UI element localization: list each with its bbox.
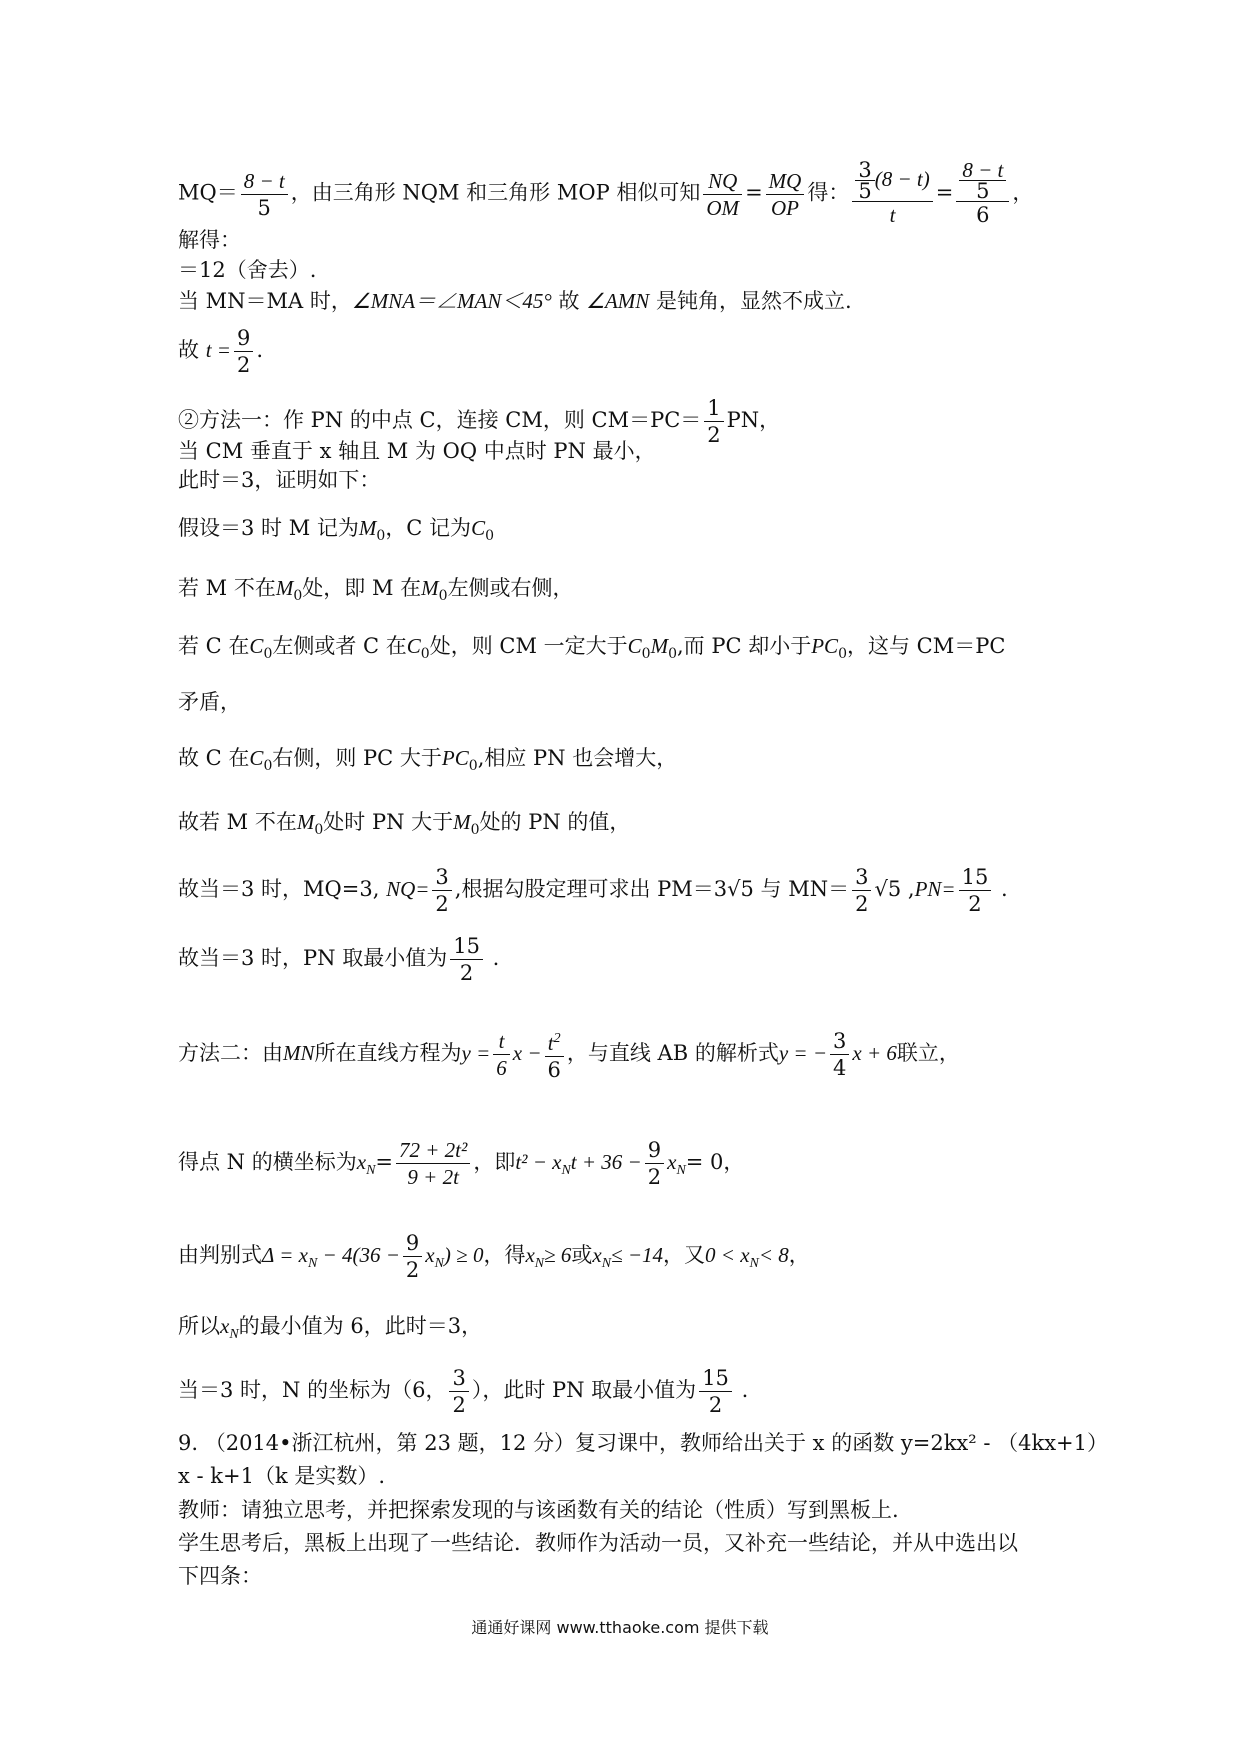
fraction: $\frac{t^2}{6}$ (545, 1026, 564, 1083)
line-18: 得点 N 的横坐标为$x_N=$ $\frac{\text{72 + 2t²}}{9 + 2t}$ ，即$t^2 - x_Nt + 36$ − $\frac{9}{2}$ $x_N= 0$， (178, 1138, 745, 1189)
fraction: $\frac{3}{4}$ (830, 1028, 849, 1081)
fraction: $\frac{MQ}{OP}$ (766, 168, 805, 221)
fraction: $\frac{t}{6}$ (493, 1028, 510, 1081)
line-1: MQ＝ $\frac{8 - t}{5}$ ，由三角形 NQM 和三角形 MOP 相似可知 $\frac{NQ}{OM}$ = $\frac{MQ}{OP}$ 得： $\frac{3}{5}$ (8 − t) t = $\frac{\frac{8 - t}{5}}{6}$ ， (178, 158, 1034, 227)
fraction: $\frac{NQ}{OM}$ (703, 168, 742, 221)
fraction: $\frac{15}{2}$ (959, 864, 992, 917)
fraction: $\frac{3}{2}$ (432, 864, 451, 917)
text: 得： (807, 180, 850, 205)
fraction: $\frac{15}{2}$ (699, 1365, 732, 1418)
page-footer: 通通好课网 www.tthaoke.com 提供下载 (471, 1618, 769, 1637)
line-14: 故若 M 不在$M_0$处时 PN 大于$M_0$处的 PN 的值， (178, 810, 631, 839)
fraction: $\frac{15}{2}$ (450, 933, 483, 986)
complex-fraction: $\frac{3}{5}$ (8 − t) t (852, 160, 932, 228)
line-9: 假设＝3 时 M 记为$M_0$，C 记为$C_0$ (178, 516, 494, 545)
line-2: 解得： (178, 228, 241, 252)
fraction: $\frac{1}{2}$ (704, 395, 723, 448)
text: ，由三角形 NQM 和三角形 MOP 相似可知 (290, 180, 701, 205)
line-10: 若 M 不在$M_0$处，即 M 在$M_0$左侧或右侧， (178, 576, 574, 605)
line-19: 由判别式$\Delta = x_N - 4(36$ − $\frac{9}{2}$ $x_N) \ge 0$，得$x_N\ge 6$或$x_N\le -14$，又$0 < x_N< 8$， (178, 1231, 810, 1282)
line-17: 方法二：由MN所在直线方程为y = $\frac{t}{6}$ x − $\frac{t^2}{6}$ ，与直线 AB 的解析式y = − $\frac{3}{4}$ x + 6联立， (178, 1026, 960, 1083)
line-3: ＝12（舍去）. (178, 258, 317, 282)
line-25: 学生思考后，黑板上出现了一些结论．教师作为活动一员，又补充一些结论，并从中选出以 (178, 1531, 1018, 1555)
fraction: $\frac{9}{2}$ (645, 1137, 664, 1190)
complex-fraction: $\frac{\frac{8 - t}{5}}{6}$ (956, 160, 1009, 228)
line-15: 故当＝3 时，MQ=3, NQ= $\frac{3}{2}$ ,根据勾股定理可求出 PM＝3√5 与 MN＝ $\frac{3}{2}$ √5 ,PN= $\frac{15}{2}$ . (178, 865, 1008, 916)
text: MQ＝ (178, 180, 238, 205)
fraction: $\frac{3}{2}$ (449, 1365, 468, 1418)
fraction: $\frac{\text{72 + 2t²}}{9 + 2t}$ (396, 1137, 470, 1190)
line-26: 下四条： (178, 1564, 262, 1588)
line-8: 此时＝3，证明如下： (178, 468, 381, 492)
line-22: 9. （2014•浙江杭州，第 23 题，12 分）复习课中，教师给出关于 x 的函数 y=2kx² - （4kx+1） (178, 1431, 1109, 1455)
line-24: 教师：请独立思考，并把探索发现的与该函数有关的结论（性质）写到黑板上. (178, 1498, 899, 1522)
line-12: 矛盾， (178, 690, 241, 714)
line-16: 故当＝3 时，PN 取最小值为 $\frac{15}{2}$ . (178, 934, 500, 985)
fraction: $\frac{9}{2}$ (403, 1230, 422, 1283)
line-7: 当 CM 垂直于 x 轴且 M 为 OQ 中点时 PN 最小， (178, 439, 656, 463)
line-13: 故 C 在$C_0$右侧，则 PC 大于$PC_0$,相应 PN 也会增大， (178, 746, 678, 775)
fraction: $\frac{8 - t}{5}$ (241, 168, 288, 221)
line-11: 若 C 在$C_0$左侧或者 C 在$C_0$处，则 CM 一定大于$C_0M_0$,而 PC 却小于$PC_0$，这与 CM＝PC (178, 634, 1006, 663)
line-21: 当＝3 时，N 的坐标为（6， $\frac{3}{2}$ ），此时 PN 取最小值为 $\frac{15}{2}$ . (178, 1366, 749, 1417)
fraction: $\frac{3}{2}$ (852, 864, 871, 917)
line-23: x - k+1（k 是实数）. (178, 1464, 386, 1488)
line-20: 所以$x_N$的最小值为 6，此时＝3， (178, 1314, 483, 1343)
line-6: ②方法一：作 PN 的中点 C，连接 CM，则 CM＝PC＝ $\frac{1}{2}$ PN， (178, 396, 781, 447)
line-5: 故 t = $\frac{9}{2}$ . (178, 326, 264, 377)
fraction: $\frac{9}{2}$ (234, 325, 253, 378)
line-4: 当 MN＝MA 时，∠MNA＝∠MAN＜45° 故 ∠AMN 是钝角，显然不成立. (178, 289, 852, 313)
